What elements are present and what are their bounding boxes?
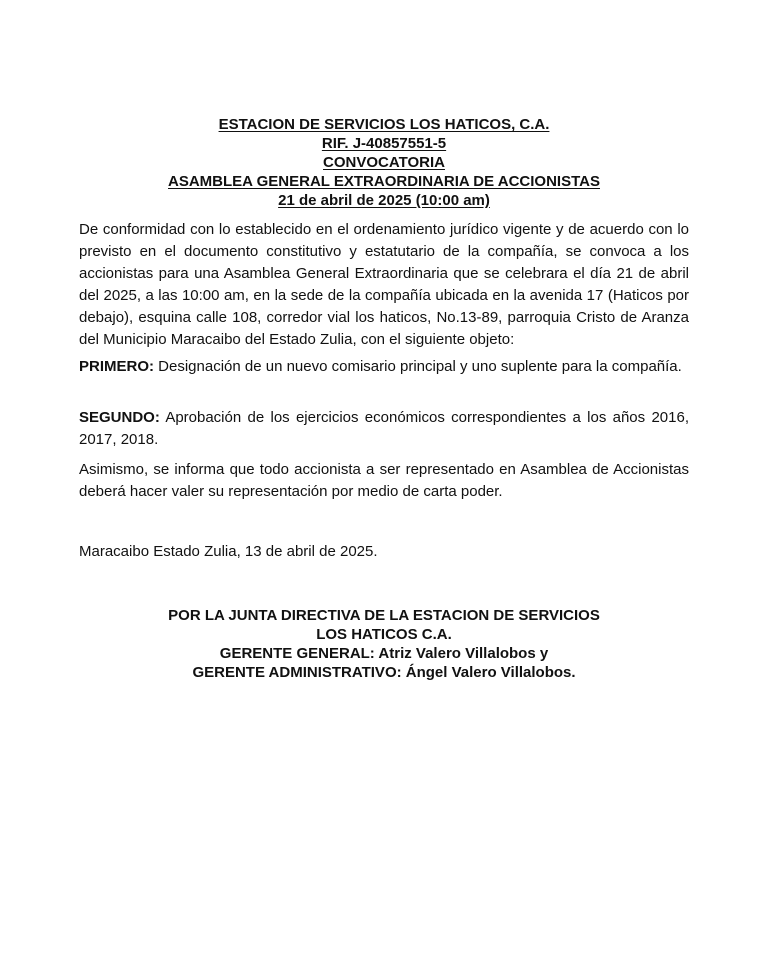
signature-line-4: GERENTE ADMINISTRATIVO: Ángel Valero Villalobos. — [192, 664, 576, 681]
signature-line-3: GERENTE GENERAL: Atriz Valero Villalobos y — [219, 645, 549, 662]
signature-block — [0, 606, 768, 682]
signature-line-2: LOS HATICOS C.A. — [316, 626, 452, 643]
rif-number: RIF. J-40857551-5 — [321, 135, 447, 152]
segundo-text: Aprobación de los ejercicios económicos correspondientes a los años 2016, 2017, 2018. — [79, 409, 689, 448]
assembly-date-time: 21 de abril de 2025 (10:00 am) — [278, 192, 490, 209]
segundo-paragraph — [79, 407, 689, 451]
document-header — [0, 115, 768, 210]
assembly-title: ASAMBLEA GENERAL EXTRAORDINARIA DE ACCIONISTAS — [168, 173, 600, 190]
primero-paragraph — [79, 356, 689, 378]
primero-text: Designación de un nuevo comisario principal y uno suplente para la compañía. — [154, 358, 682, 375]
place-date: Maracaibo Estado Zulia, 13 de abril de 2025. — [79, 543, 378, 560]
convocatoria-title: CONVOCATORIA — [323, 154, 445, 171]
intro-paragraph: De conformidad con lo establecido en el ordenamiento jurídico vigente y de acuerdo con lo previsto en el documento constitutivo y estatutario de la compañía, se convoca a los accionistas para una Asamblea General Extraordinaria que se celebrara el día 21 de abril del 2025, a las 10:00 am, en la sede de la compañía ubicada en la avenida 17 (Haticos por debajo), esquina calle 108, corredor vial los haticos, No.13-89, parroquia Cristo de Aranza del Municipio Maracaibo del Estado Zulia, con el siguiente objeto: — [79, 221, 689, 348]
asimismo-paragraph: Asimismo, se informa que todo accionista a ser representado en Asamblea de Accionistas deberá hacer valer su representación por medio de carta poder. — [79, 461, 689, 500]
company-name: ESTACION DE SERVICIOS LOS HATICOS, C.A. — [218, 116, 550, 133]
segundo-label: SEGUNDO: — [79, 409, 160, 426]
signature-line-1: POR LA JUNTA DIRECTIVA DE LA ESTACION DE SERVICIOS — [168, 607, 600, 624]
primero-label: PRIMERO: — [79, 358, 154, 375]
